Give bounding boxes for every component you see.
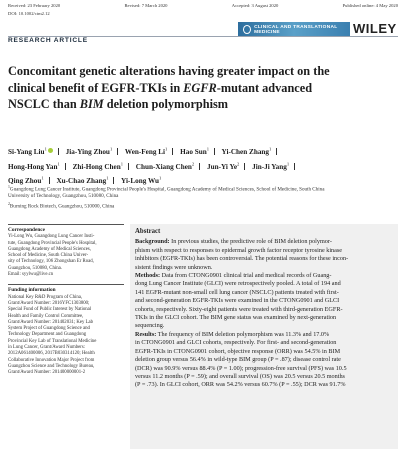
correspondence-line: Guangzhou, 510080, China. <box>8 265 62 271</box>
abstract-heading: Abstract <box>135 228 161 235</box>
author[interactable]: Wen-Feng Li$^1$ <box>124 147 168 157</box>
abstract-line: (DCR) was 90.9% versus 88.4% (P = 1.00); progression-free survival (PFS) was 10.5 <box>135 364 347 372</box>
funding-line: Special Fund of Public Interest by National <box>8 307 92 313</box>
title-line-1: Concomitant genetic alterations having greater impact on the <box>8 64 330 78</box>
author[interactable]: Jia-Ying Zhou$^1$ <box>65 147 113 157</box>
journal-logo-icon <box>243 25 251 34</box>
funding-block <box>8 284 124 376</box>
affiliation-2: $^2$Burning Rock Biotech, Guangzhou, 510000, China <box>8 202 115 210</box>
article-type: RESEARCH ARTICLE <box>8 37 88 44</box>
abstract-line: deletion group versus 56.4% in wild-type BIM group (P = .87); disease control rate <box>135 356 341 364</box>
affiliations <box>8 184 388 211</box>
abstract-line: dong Lung Cancer Institute (GLCI) were retrospectively pooled. A total of 194 and <box>135 280 341 288</box>
author[interactable]: Zhi-Hong Chen$^1$ <box>72 161 123 171</box>
author[interactable]: Si-Yang Liu$^1$ <box>8 148 53 156</box>
abstract-results: Results: The frequency of BIM deletion polymorphism was 11.3% and 17.0% in CTONG0901 and GLCI cohorts, respectively. For first- and second-generation EGFR-TKIs in CTONG0901 cohort, objective response (ORR) was 54.5% in BIM deletion group versus 56.4% in wild-type BIM group (P = .87); disease control rate (DCR) was 90.9% versus 88.4% (P = 1.00); progression-free survival (PFS) was 10.5 versus 11.2 months (P = .59); and overall survival (OS) was 20.5 versus 20.5 months (P = .73). In GLCI cohort, ORR was 54.2% versus 60.7% (P = .55); DCR was 91.7% <box>135 331 393 390</box>
abstract-line: TKIs in the GLCI cohort. The BIM gene status was examined by next-generation <box>135 314 337 322</box>
abstract-line: EGFR-TKIs in CTONG0901 cohort, objective response (ORR) was 54.5% in BIM <box>135 347 341 355</box>
abstract-line: in CTONG0901 and GLCI cohorts, respectively. For first- and second-generation <box>135 339 337 347</box>
published-date: Published online: 4 May 2020 <box>342 3 398 8</box>
correspondence-line: School of Medicine, South China Univer- <box>8 253 89 259</box>
publication-dates <box>8 3 398 8</box>
funding-line: Guangzhou Science and Technology Bureau, <box>8 363 95 369</box>
author[interactable]: Hao Sun$^1$ <box>180 147 210 157</box>
orcid-icon[interactable] <box>48 148 53 153</box>
correspondence-email[interactable]: Email: syylwu@live.cn <box>8 272 54 278</box>
article-title <box>8 63 388 113</box>
publisher-logo[interactable]: WILEY <box>353 21 397 36</box>
journal-name: CLINICAL AND TRANSLATIONAL MEDICINE <box>254 24 338 35</box>
funding-line: Collaborative Innovation Major Project from <box>8 357 95 363</box>
abstract-line: and second-generation EGFR-TKIs were examined in the CTONG0901 and GLCI <box>135 297 340 305</box>
correspondence-line: Guangdong Academy of Medical Sciences, <box>8 246 91 252</box>
funding-line: 2012A061400006, 2017B030314120; Health <box>8 351 95 357</box>
author-separator <box>172 148 173 155</box>
author-separator <box>58 148 59 155</box>
background-label: Background: <box>135 238 170 246</box>
abstract-line: versus 11.2 months (P = .59); and overall survival (OS) was 20.5 versus 20.5 months <box>135 372 345 380</box>
author-separator <box>276 148 277 155</box>
author[interactable]: Yi-Chen Zhang$^1$ <box>221 147 272 157</box>
accepted-date: Accepted: 3 August 2020 <box>231 3 279 8</box>
author[interactable]: Xu-Chao Zhang$^1$ <box>56 175 109 186</box>
journal-banner[interactable] <box>238 22 350 37</box>
affiliation-1: $^1$Guangdong Lung Cancer Institute, Guangdong Provincial People's Hospital, Guangdong Academy of Medical Sciences, School of Medicine, South China University of Technology, Guangzhou, 510080, China <box>8 185 325 200</box>
correspondence-heading: Correspondence <box>8 224 124 233</box>
abstract-line: sequencing. <box>135 322 165 330</box>
abstract-line: phism with respect to responses to epidermal growth factor receptor tyrosine kinase <box>135 246 343 254</box>
author-list <box>8 144 400 187</box>
author[interactable]: Jin-Ji Yang$^1$ <box>252 161 290 171</box>
author-separator <box>244 163 245 170</box>
correspondence-line: tute, Guangdong Provincial People's Hospital, <box>8 240 97 246</box>
funding-line: National Key R&D Program of China, <box>8 294 83 300</box>
author-separator <box>65 163 66 170</box>
funding-line: Grant/Award Number: 2016YFC1303800; <box>8 300 90 306</box>
abstract-line: (P = .73). In GLCI cohort, ORR was 54.2% versus 60.7% (P = .55); DCR was 91.7% <box>135 381 346 389</box>
correspondence-line: sity of Technology, 106 Zhongshan Er Road, <box>8 259 94 265</box>
author-row-2 <box>8 158 400 172</box>
funding-line: Grant/Award Number: 201400000001-2 <box>8 370 86 376</box>
author-separator <box>128 163 129 170</box>
doi[interactable]: DOI: 10.1002/ctm2.12 <box>8 11 50 16</box>
abstract-line: cohorts, respectively. Sixty-eight patients were treated with third-generation EGFR- <box>135 305 343 313</box>
author-row-1 <box>8 144 400 158</box>
abstract-line: inhibitors (EGFR-TKIs) has been controversial. The potential reasons for these incon- <box>135 255 349 263</box>
author[interactable]: Qing Zhou$^1$ <box>8 175 44 186</box>
funding-heading: Funding information <box>8 284 124 293</box>
title-line-2: clinical benefit of EGFR-TKIs in EGFR-mutant advanced <box>8 80 313 95</box>
side-column <box>8 224 124 383</box>
funding-line: Grant/Award Number: 201402031; Key Lab <box>8 319 94 325</box>
author[interactable]: Hong-Hong Yan$^1$ <box>8 161 60 171</box>
abstract-box <box>130 224 398 449</box>
funding-line: in Lung Cancer, Grant/Award Numbers: <box>8 345 86 351</box>
author-separator <box>199 163 200 170</box>
funding-line: Provincial Key Lab of Translational Medicine <box>8 338 97 344</box>
revised-date: Revised: 7 March 2020 <box>124 3 168 8</box>
abstract-methods: Methods: Data from CTONG0901 clinical trial and medical records of Guang- dong Lung Cancer Institute (GLCI) were retrospectively pooled. A total of 194 and 141 EGFR-mutant non-small cell lung cancer (NSCLC) patients treated with first- and second-generation EGFR-TKIs were examined in the CTONG0901 and GLCI cohorts, respectively. Sixty-eight patients were treated with third-generation EGFR- TKIs in the GLCI cohort. The BIM gene status was examined by next-generation sequencing. <box>135 272 393 331</box>
funding-line: Technology Department and Guangdong <box>8 332 87 338</box>
author[interactable]: Chun-Xiang Chen$^2$ <box>135 161 195 171</box>
correspondence-line: Yi-Long Wu, Guangdong Lung Cancer Insti- <box>8 234 95 240</box>
abstract-line: 141 EGFR-mutant non-small cell lung cancer (NSCLC) patients treated with first- <box>135 288 339 296</box>
funding-line: Health and Family Control Committee, <box>8 313 84 319</box>
author[interactable]: Yi-Long Wu$^1$ <box>121 175 162 186</box>
abstract-line: sistent findings were unknown. <box>135 263 213 271</box>
abstract-background: Background: In previous studies, the predictive role of BIM deletion polymor- phism with respect to responses to epidermal growth factor receptor tyrosine kinase inhibitors (EGFR-TKIs) has been controversial. The potential reasons for these incon- sistent findings were unknown. <box>135 238 393 272</box>
correspondence-block <box>8 224 124 278</box>
author-separator <box>117 148 118 155</box>
funding-line: System Project of Guangdong Science and <box>8 326 90 332</box>
author[interactable]: Jun-Yi Ye$^2$ <box>207 161 240 171</box>
methods-label: Methods: <box>135 272 161 280</box>
received-date: Received: 23 February 2020 <box>8 3 61 8</box>
results-label: Results: <box>135 330 157 338</box>
title-line-3: NSCLC than BIM deletion polymorphism <box>8 97 229 111</box>
author-separator <box>294 163 295 170</box>
author-separator <box>214 148 215 155</box>
